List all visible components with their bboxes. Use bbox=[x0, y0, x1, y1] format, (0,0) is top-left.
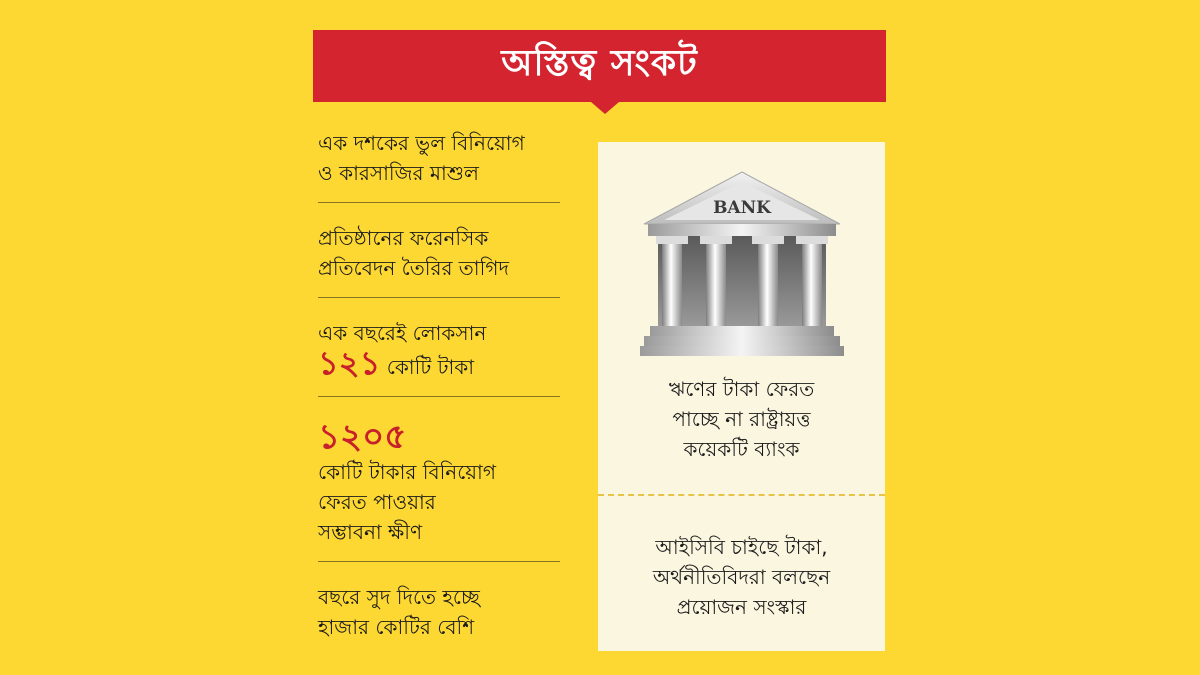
fact-line: এক দশকের ভুল বিনিয়োগ bbox=[318, 131, 525, 155]
fact-line: সম্ভাবনা ক্ষীণ bbox=[318, 520, 423, 544]
card-text-bottom bbox=[598, 532, 885, 622]
loss-number: ১২১ bbox=[318, 344, 381, 382]
info-card bbox=[598, 142, 885, 651]
fact-suffix: কোটি টাকা bbox=[386, 355, 475, 379]
card-line: প্রয়োজন সংস্কার bbox=[676, 595, 807, 619]
banner-title: অস্তিত্ব সংকট bbox=[501, 43, 698, 84]
card-line: পাচ্ছে না রাষ্ট্রায়ত্ত bbox=[672, 407, 811, 431]
fact-item bbox=[318, 562, 560, 656]
fact-item bbox=[318, 112, 560, 203]
bank-building-icon bbox=[640, 168, 844, 358]
dashed-divider bbox=[598, 494, 885, 496]
investment-number: ১২০৫ bbox=[318, 417, 407, 457]
card-line: ঋণের টাকা ফেরত bbox=[668, 377, 815, 401]
fact-line: কোটি টাকার বিনিয়োগ bbox=[318, 460, 496, 484]
fact-line: এক বছরেই লোকসান bbox=[318, 321, 487, 345]
fact-line: বছরে সুদ দিতে হচ্ছে bbox=[318, 585, 480, 609]
card-line: আইসিবি চাইছে টাকা, bbox=[655, 535, 828, 559]
title-banner bbox=[313, 30, 886, 102]
fact-line: প্রতিবেদন তৈরির তাগিদ bbox=[318, 256, 509, 280]
fact-line: ফেরত পাওয়ার bbox=[318, 490, 436, 514]
bank-label: BANK bbox=[713, 198, 771, 218]
fact-line: ও কারসাজির মাশুল bbox=[318, 161, 479, 185]
fact-number-line bbox=[318, 344, 560, 382]
card-text-top bbox=[598, 374, 885, 464]
fact-line: হাজার কোটির বেশি bbox=[318, 615, 475, 639]
fact-item bbox=[318, 397, 560, 562]
facts-column bbox=[318, 112, 560, 656]
fact-line: প্রতিষ্ঠানের ফরেনসিক bbox=[318, 226, 489, 250]
fact-item bbox=[318, 203, 560, 298]
fact-item bbox=[318, 298, 560, 397]
card-line: কয়েকটি ব্যাংক bbox=[683, 437, 800, 461]
card-line: অর্থনীতিবিদরা বলছেন bbox=[652, 565, 831, 589]
